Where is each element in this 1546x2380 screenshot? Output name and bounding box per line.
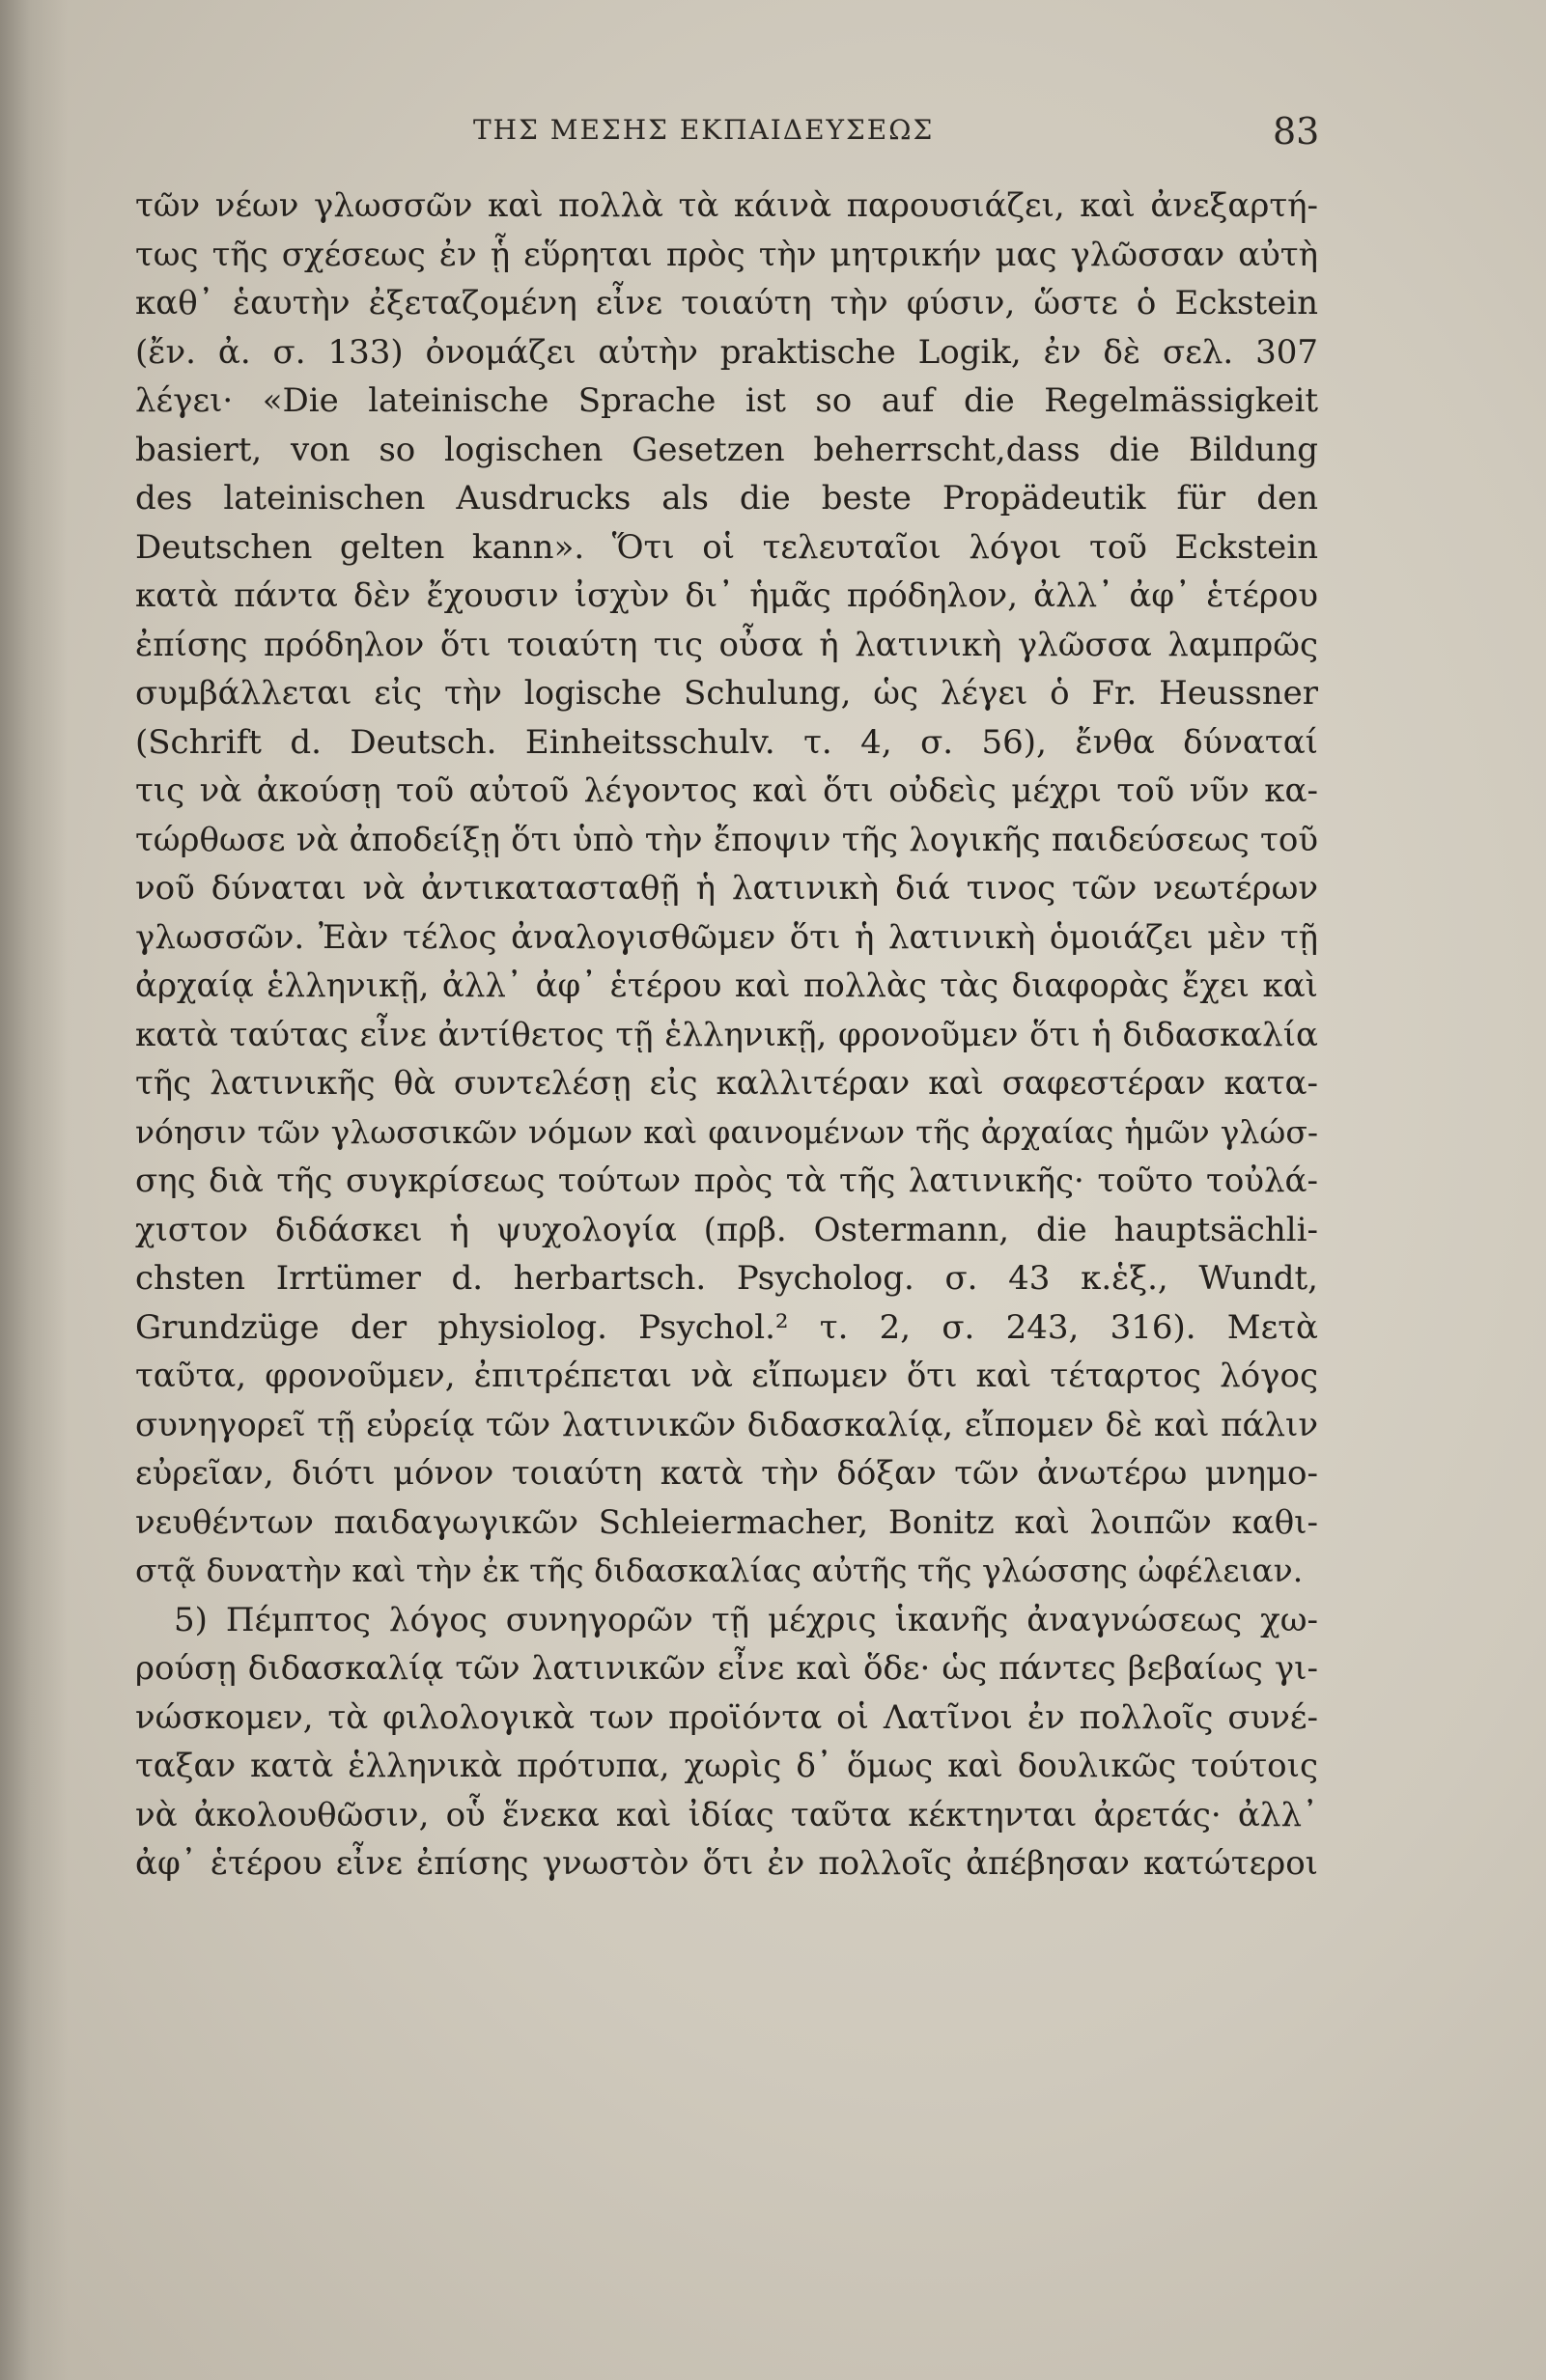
running-head: ΤΗΣ ΜΕΣΗΣ ΕΚΠΑΙΔΕΥΣΕΩΣ bbox=[473, 114, 935, 146]
text-line: νὰ ἀκολουθῶσιν, οὗ ἕνεκα καὶ ἰδίας ταῦτα κέκτηνται ἀρετάς· ἀλλ᾽ bbox=[135, 1795, 1318, 1834]
text-line: τῆς λατινικῆς θὰ συντελέσῃ εἰς καλλιτέραν καὶ σαφεστέραν κατα- bbox=[135, 1064, 1318, 1103]
body-text bbox=[135, 182, 1318, 1889]
text-line: εὐρεῖαν, διότι μόνον τοιαύτη κατὰ τὴν δόξαν τῶν ἀνωτέρω μνημο- bbox=[135, 1454, 1318, 1493]
text-line: νευθέντων παιδαγωγικῶν Schleiermacher, Bonitz καὶ λοιπῶν καθι- bbox=[135, 1502, 1318, 1542]
text-line: des lateinischen Ausdrucks als die beste Propädeutik für den bbox=[135, 479, 1318, 518]
text-line: συνηγορεῖ τῇ εὐρείᾳ τῶν λατινικῶν διδασκαλίᾳ, εἴπομεν δὲ καὶ πάλιν bbox=[135, 1405, 1318, 1444]
text-line: ἀρχαίᾳ ἑλληνικῇ, ἀλλ᾽ ἀφ᾽ ἑτέρου καὶ πολλὰς τὰς διαφορὰς ἔχει καὶ bbox=[135, 966, 1318, 1005]
text-line: (ἔν. ἀ. σ. 133) ὀνομάζει αὐτὴν praktische Logik, ἐν δὲ σελ. 307 bbox=[135, 332, 1318, 372]
text-line: τώρθωσε νὰ ἀποδείξῃ ὅτι ὑπὸ τὴν ἔποψιν τῆς λογικῆς παιδεύσεως τοῦ bbox=[135, 820, 1318, 859]
text-line: ρούσῃ διδασκαλίᾳ τῶν λατινικῶν εἶνε καὶ ὅδε· ὡς πάντες βεβαίως γι- bbox=[135, 1649, 1318, 1688]
text-line: σης διὰ τῆς συγκρίσεως τούτων πρὸς τὰ τῆς λατινικῆς· τοῦτο τοὐλά- bbox=[135, 1162, 1318, 1200]
text-line: κατὰ ταύτας εἶνε ἀντίθετος τῇ ἑλληνικῇ, φρονοῦμεν ὅτι ἡ διδασκαλία bbox=[135, 1015, 1318, 1054]
text-line: στᾷ δυνατὴν καὶ τὴν ἐκ τῆς διδασκαλίας αὐτῆς τῆς γλώσσης ὠφέλειαν. bbox=[135, 1552, 1304, 1589]
text-line: ἀφ᾽ ἑτέρου εἶνε ἐπίσης γνωστὸν ὅτι ἐν πολλοῖς ἀπέβησαν κατώτεροι bbox=[135, 1844, 1318, 1883]
text-line: basiert, von so logischen Gesetzen beherrscht,dass die Bildung bbox=[135, 430, 1318, 469]
text-line: νόησιν τῶν γλωσσικῶν νόμων καὶ φαινομένων τῆς ἀρχαίας ἡμῶν γλώσ- bbox=[135, 1112, 1318, 1151]
text-line: νώσκομεν, τὰ φιλολογικὰ των προϊόντα οἱ Λατῖνοι ἐν πολλοῖς συνέ- bbox=[135, 1697, 1318, 1737]
text-line: (Schrift d. Deutsch. Einheitsschulv. τ. 4, σ. 56), ἔνθα δύναταί bbox=[135, 722, 1318, 762]
text-line: ταξαν κατὰ ἑλληνικὰ πρότυπα, χωρὶς δ᾽ ὅμως καὶ δουλικῶς τούτοις bbox=[135, 1747, 1318, 1785]
text-line: ἐπίσης πρόδηλον ὅτι τοιαύτη τις οὖσα ἡ λατινικὴ γλῶσσα λαμπρῶς bbox=[135, 625, 1318, 664]
page-number: 83 bbox=[1273, 110, 1320, 153]
gutter-shadow bbox=[0, 0, 68, 2380]
text-line: Deutschen gelten kann». Ὅτι οἱ τελευταῖοι λόγοι τοῦ Eckstein bbox=[135, 527, 1318, 567]
text-line: καθ᾽ ἑαυτὴν ἐξεταζομένη εἶνε τοιαύτη τὴν φύσιν, ὥστε ὁ Eckstein bbox=[135, 284, 1318, 322]
text-line: 5) Πέμπτος λόγος συνηγορῶν τῇ μέχρις ἱκανῆς ἀναγνώσεως χω- bbox=[174, 1600, 1318, 1639]
text-line: κατὰ πάντα δὲν ἔχουσιν ἰσχὺν δι᾽ ἡμᾶς πρόδηλον, ἀλλ᾽ ἀφ᾽ ἑτέρου bbox=[135, 576, 1318, 615]
text-line: χιστον διδάσκει ἡ ψυχολογία (πρβ. Ostermann, die hauptsächli- bbox=[135, 1210, 1318, 1249]
text-line: νοῦ δύναται νὰ ἀντικατασταθῇ ἡ λατινικὴ διά τινος τῶν νεωτέρων bbox=[135, 869, 1318, 908]
text-line: γλωσσῶν. Ἐὰν τέλος ἀναλογισθῶμεν ὅτι ἡ λατινικὴ ὁμοιάζει μὲν τῇ bbox=[135, 917, 1318, 957]
text-line: τως τῆς σχέσεως ἐν ᾗ εὕρηται πρὸς τὴν μητρικήν μας γλῶσσαν αὐτὴ bbox=[135, 235, 1318, 274]
text-line: ταῦτα, φρονοῦμεν, ἐπιτρέπεται νὰ εἴπωμεν ὅτι καὶ τέταρτος λόγος bbox=[135, 1357, 1318, 1395]
text-line: chsten Irrtümer d. herbartsch. Psycholog. σ. 43 κ.ἑξ., Wundt, bbox=[135, 1259, 1318, 1298]
text-line: Grundzüge der physiolog. Psychol.² τ. 2, σ. 243, 316). Μετὰ bbox=[135, 1307, 1318, 1347]
page-header bbox=[0, 110, 1546, 162]
text-line: τῶν νέων γλωσσῶν καὶ πολλὰ τὰ κάινὰ παρουσιάζει, καὶ ἀνεξαρτή- bbox=[135, 186, 1318, 225]
text-line: λέγει· «Die lateinische Sprache ist so auf die Regelmässigkeit bbox=[135, 381, 1318, 420]
text-line: συμβάλλεται εἰς τὴν logische Schulung, ὡς λέγει ὁ Fr. Heussner bbox=[135, 674, 1318, 713]
text-line: τις νὰ ἀκούσῃ τοῦ αὐτοῦ λέγοντος καὶ ὅτι οὐδεὶς μέχρι τοῦ νῦν κα- bbox=[135, 771, 1318, 810]
